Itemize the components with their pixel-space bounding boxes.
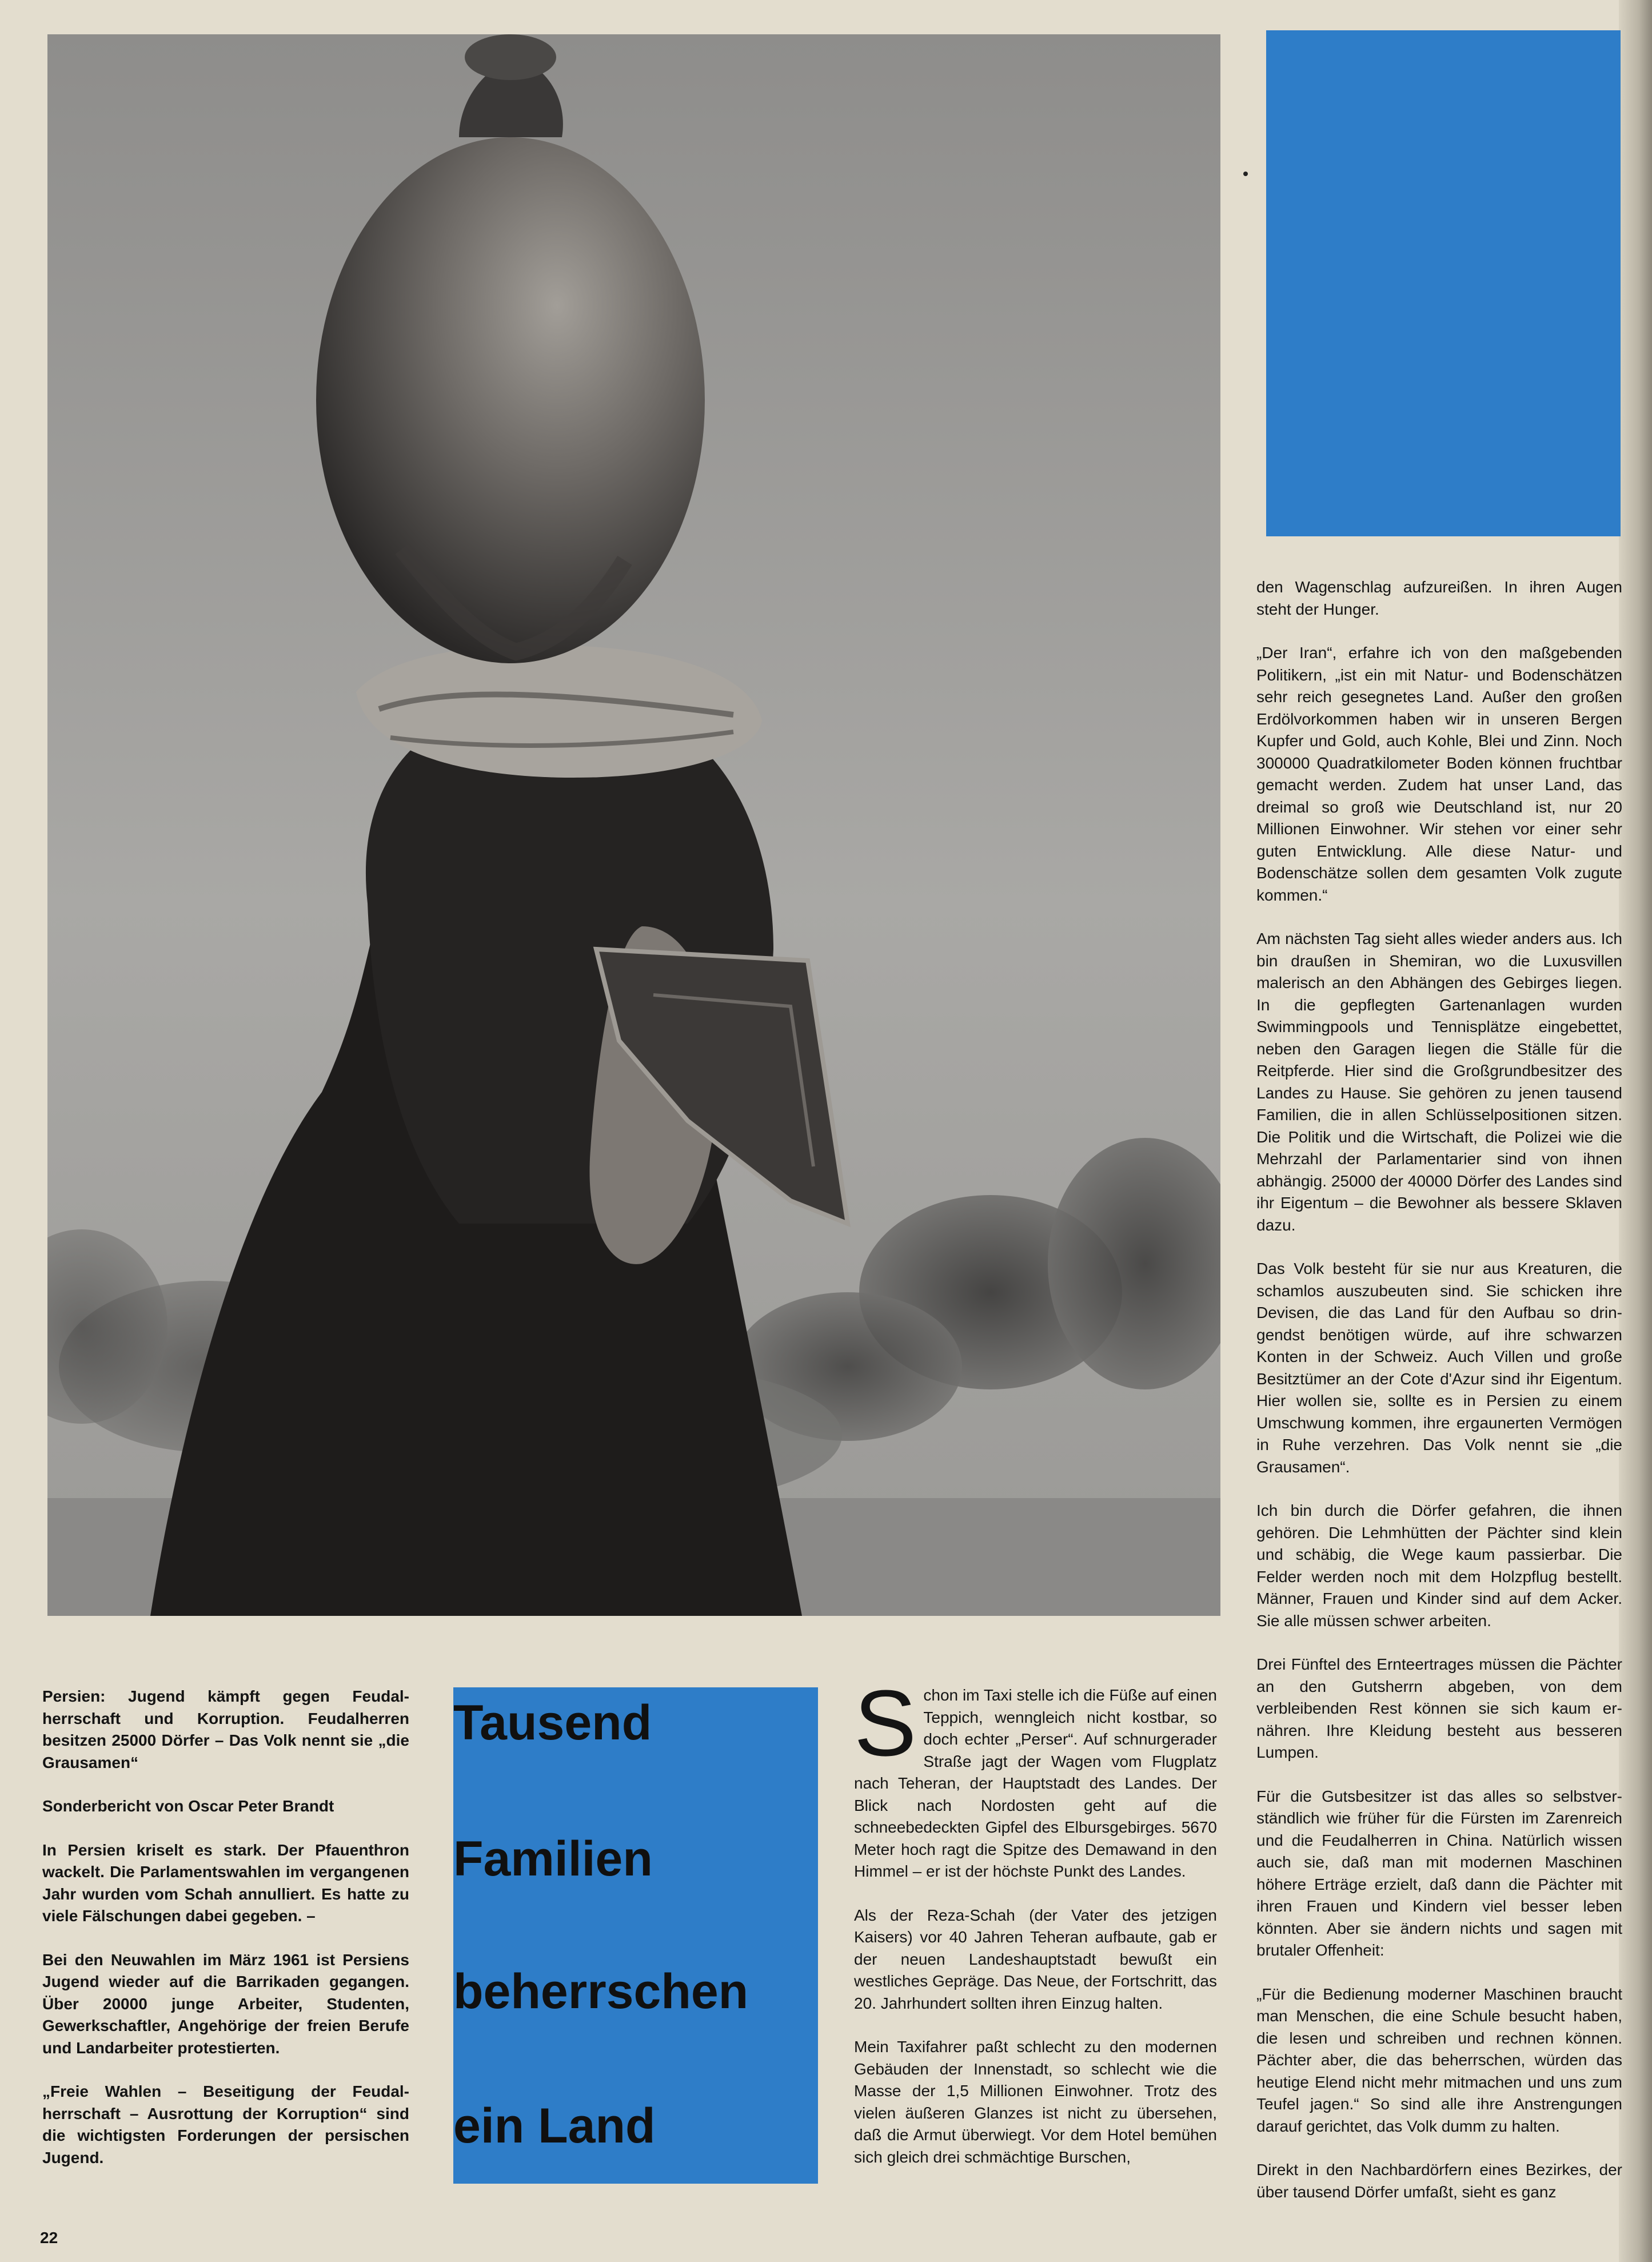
middle-paragraph-2: Als der Reza-Schah (der Vater des jetzigen Kaisers) vor 40 Jahren Teheran aufbaute, gab er der neuen Landeshauptstadt bewußt ein westliches Gepräge. Das Neue, der Fortschritt, das 20. Jahrhundert sollten ihren Einzug halten. — [854, 1906, 1217, 2012]
intro-paragraph-3: In Persien kriselt es stark. Der Pfauenthron wackelt. Die Parlamentswahlen im vergangenen Jahr wurden vom Schah annulliert. Es hatte zu viele Fälschungen dabei gegeben. – — [42, 1841, 409, 1925]
right-paragraph-6: Drei Fünftel des Ernteertrages müssen die Pächter an den Gutsherrn abgeben, von dem verbleibenden Rest können sie sich kaum ernähren. Ihre Kleidung besteht aus besseren Lumpen. — [1256, 1655, 1622, 1761]
right-paragraph-3: Am nächsten Tag sieht alles wieder anders aus. Ich bin draußen in Shemiran, wo die Luxusvillen malerisch an den Abhängen des Gebirges liegen. In die gepflegten Gartenanlagen wurden Swimmingpools und Tennisplätze eingebettet, neben den Garagen liegen die Ställe für die Reitpferde. Hier sind die Großgrundbesitzer des Landes zu Hause. Sie gehören zu jenen tausend Familien, die in allen Schlüsselpositionen sitzen. Die Politik und die Wirtschaft, die Polizei wie die Mehrzahl der Parlamentarier sind von ihnen abhängig. 25000 der 40000 Dörfer des Landes sind ihr Eigentum – die Bewohner als bessere Sklaven dazu. — [1256, 930, 1622, 1234]
right-paragraph-5: Ich bin durch die Dörfer gefahren, die ihnen gehören. Die Lehmhütten der Pächter sind klein und schäbig, die Wege kaum passierbar. Die Felder werden noch mit dem Holzpflug bestellt. Männer, Frauen und Kinder sind auf dem Acker. Sie alle müssen schwer arbeiten. — [1256, 1502, 1622, 1630]
blue-color-block — [1266, 30, 1621, 536]
headline-line-3: beherrschen — [453, 1964, 749, 2019]
decorative-dot — [1243, 172, 1248, 176]
middle-text-column — [854, 1671, 1217, 2190]
right-paragraph-4: Das Volk besteht für sie nur aus Kreaturen, die schamlos auszubeuten sind. Sie schicken ihre Devisen, die das Land für den Aufbau so dringendst benötigen würde, auf ihre schwarzen Konten in der Schweiz. Auch Villen und große Besitztümer an der Cote d'Azur sind ihr Eigentum. Hier wollen sie, sollte es in Persien zu einem Umschwung kommen, ihre ergaunerten Vermögen in Ruhe verzehren. Das Volk nennt sie „die Grausamen“. — [1256, 1260, 1622, 1476]
middle-paragraph-1: Schon im Taxi stelle ich die Füße auf einen Teppich, wenngleich nicht kostbar, so doch echter „Perser“. Auf schnurgerader Straße jagt der Wagen vom Flugplatz nach Teheran, der Hauptstadt des Landes. Der Blick nach Nordosten geht auf die schneebedeckten Gipfel des Elbursgebirges. 5670 Meter hoch ragt die Spitze des Demawand in den Himmel – er ist der höchste Punkt des Landes. — [854, 1671, 1217, 1880]
headline-line-4: ein Land — [453, 2098, 656, 2153]
right-paragraph-2: „Der Iran“, erfahre ich von den maßgebenden Politikern, „ist ein mit Natur- und Bodenschätzen sehr reich gesegnetes Land. Außer den großen Erdölvorkommen haben wir in unseren Bergen Kupfer und Gold, auch Kohle, Blei und Zinn. Noch 300000 Quadratkilometer Boden können fruchtbar gemacht werden. Zudem hat unser Land, das dreimal so groß wie Deutschland ist, nur 20 Millionen Einwohner. Wir stehen vor einer sehr guten Entwicklung. Alle diese Natur- und Bodenschätze sollen dem gesamten Volk zugute kommen.“ — [1256, 644, 1622, 904]
adjacent-page-edge — [1619, 0, 1652, 2262]
intro-paragraph-4: Bei den Neuwahlen im März 1961 ist Persiens Jugend wieder auf die Barrikaden gegangen. Über 20000 junge Arbeiter, Studenten, Gewerkschaftler, Angehörige der freien Berufe und Landarbeiter protestierten. — [42, 1950, 409, 2057]
photo-veiled-woman-icon — [47, 34, 1220, 1616]
main-photo — [47, 34, 1220, 1616]
right-paragraph-7: Für die Gutsbesitzer ist das alles so selbstverständlich wie früher für die Fürsten im Zarenreich und die Feudalherren in China. Natürlich wissen auch sie, daß man mit modernen Maschinen höhere Erträge erzielt, daß dann die Pächter mit ihren Frauen und Kindern viel besser leben könnten. Aber sie ändern nichts und sagen mit brutaler Offenheit: — [1256, 1787, 1622, 1959]
byline: Sonderbericht von Oscar Peter Brandt — [42, 1797, 334, 1815]
intro-column — [42, 1686, 409, 2191]
intro-paragraph-5: „Freie Wahlen – Beseitigung der Feudalherrschaft – Ausrottung der Korruption“ sind die wichtigsten Forderungen der persischen Jugend. — [42, 2082, 409, 2167]
right-text-column — [1256, 576, 1622, 2225]
drop-cap: S — [854, 1671, 917, 1775]
right-paragraph-9: Direkt in den Nachbardörfern eines Bezirkes, der über tausend Dörfer umfaßt, sieht es ganz — [1256, 2161, 1622, 2201]
headline-line-2: Familien — [453, 1831, 653, 1886]
intro-paragraph-1: Persien: Jugend kämpft gegen Feudalherrschaft und Korruption. Feudalherren besitzen 25000 Dörfer – Das Volk nennt sie „die Grausamen“ — [42, 1687, 409, 1771]
right-paragraph-1: den Wagenschlag aufzureißen. In ihren Augen steht der Hunger. — [1256, 578, 1622, 618]
page-number: 22 — [40, 2229, 58, 2247]
middle-paragraph-3: Mein Taxifahrer paßt schlecht zu den modernen Gebäuden der Innenstadt, so schlecht wie die Masse der 1,5 Millionen Einwohner. Trotz des vielen äußeren Glanzes ist nicht zu übersehen, daß die Armut überwiegt. Vor dem Hotel bemühen sich gleich drei schmächtige Burschen, — [854, 2038, 1217, 2166]
right-paragraph-8: „Für die Bedienung moderner Maschinen braucht man Menschen, die eine Schule besucht haben, die lesen und schreiben und rechnen können. Pächter aber, die das beherrschen, würden das heutige Elend nicht mehr mitmachen und uns zum Teufel jagen.“ So sind alle ihre Anstrengungen darauf gerichtet, das Volk dumm zu halten. — [1256, 1985, 1622, 2135]
headline-line-1: Tausend — [453, 1695, 652, 1750]
